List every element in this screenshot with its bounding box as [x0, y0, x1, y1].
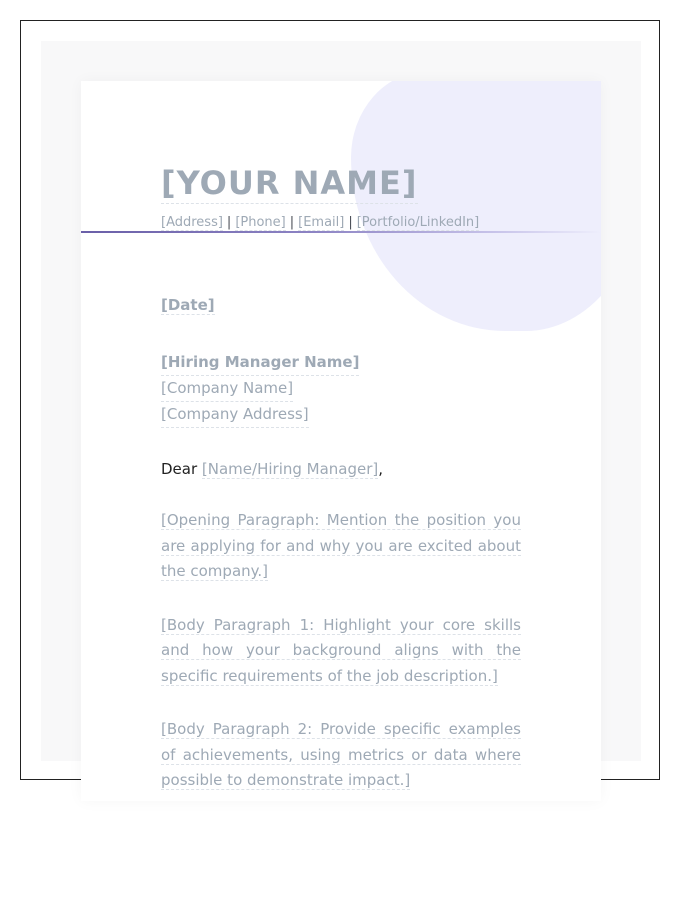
body-paragraph-2 [161, 717, 521, 794]
salutation [161, 458, 521, 480]
body-paragraph-2-field[interactable]: [Body Paragraph 2: Provide specific examples of achievements, using metrics or data where possible to demonstrate impact.] [161, 720, 521, 789]
contact-separator: | [348, 215, 353, 230]
body-paragraph-1 [161, 613, 521, 690]
date-field[interactable]: [Date] [161, 296, 215, 314]
contact-line [161, 214, 521, 232]
recipient-block [161, 350, 521, 428]
contact-separator: | [226, 215, 232, 230]
salutation-name-field[interactable]: [Name/Hiring Manager] [201, 460, 379, 478]
portfolio-field[interactable]: [Portfolio/LinkedIn] [356, 215, 480, 230]
salutation-suffix: , [378, 460, 384, 478]
cover-letter-page [81, 81, 601, 801]
letter-content [161, 163, 521, 794]
email-field[interactable]: [Email] [298, 215, 345, 230]
opening-paragraph [161, 508, 521, 585]
hiring-manager-field[interactable]: [Hiring Manager Name] [161, 350, 359, 376]
salutation-prefix: Dear [161, 460, 198, 478]
address-field[interactable]: [Address] [161, 215, 223, 230]
company-address-field[interactable]: [Company Address] [161, 402, 309, 428]
company-name-field[interactable]: [Company Name] [161, 376, 293, 402]
contact-separator: | [289, 215, 295, 230]
date-block [161, 294, 521, 316]
your-name-field[interactable]: [YOUR NAME] [161, 164, 418, 202]
body-paragraph-1-field[interactable]: [Body Paragraph 1: Highlight your core skills and how your background aligns with the specific requirements of the job description.] [161, 615, 521, 685]
phone-field[interactable]: [Phone] [235, 215, 286, 230]
opening-paragraph-field[interactable]: [Opening Paragraph: Mention the position you are applying for and why you are excited about the company.] [161, 511, 521, 580]
